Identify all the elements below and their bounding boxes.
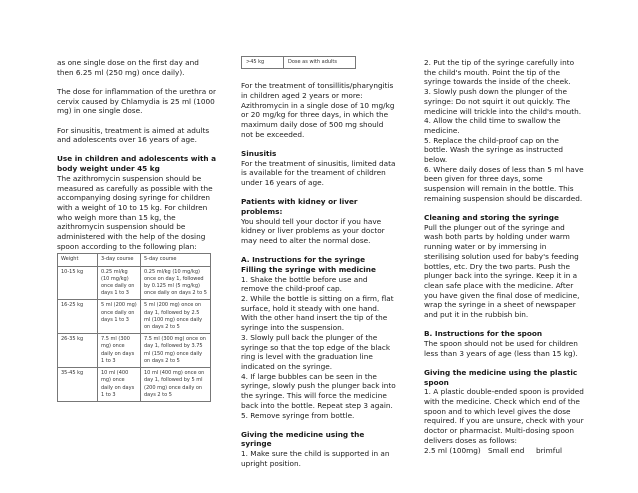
paragraph-giving-step-1: 1. Make sure the child is supported in an upright position. — [241, 449, 390, 468]
table-cell: 10 ml (400 mg) once daily on days 1 to 3 — [98, 368, 141, 402]
dose-amount: 2.5 ml (100mg) — [424, 445, 481, 455]
section-spoon-instructions — [424, 329, 584, 358]
section-giving-syringe — [241, 430, 397, 469]
heading-kidney-liver: Patients with kidney or liver problems: — [241, 197, 358, 216]
table-row — [58, 300, 211, 334]
section-kidney-liver — [241, 197, 397, 246]
heading-sinusitis: Sinusitis — [241, 148, 277, 158]
table-cell: 7.5 ml (300 mg) once on day 1, followed by 3.75 ml (150 mg) once daily on days 2 to 5 — [141, 334, 211, 368]
table-cell: 5 ml (200 mg) once daily on days 1 to 3 — [98, 300, 141, 334]
table-cell: 5 ml (200 mg) once on day 1, followed by 2.5 ml (100 mg) once daily on days 2 to 5 — [141, 300, 211, 334]
paragraph-chlamydia-dose: The dose for inflammation of the urethra or cervix caused by Chlamydia is 25 ml (1000 mg) in one single dose. — [57, 86, 216, 116]
paragraph-children-dosing: The azithromycin suspension should be measured as carefully as possible with the accompanying dosing syringe for children with a weight of 10 to 15 kg. For children who weigh more than 15 kg, the azithromycin suspension should be administered with the help of the dosing spoon according to the following plan: — [57, 173, 213, 251]
table-cell: 26-35 kg — [58, 334, 98, 368]
heading-giving-spoon: Giving the medicine using the plastic spoon — [424, 367, 578, 387]
heading-children-under-45kg: Use in children and adolescents with a body weight under 45 kg — [57, 154, 217, 174]
dosing-table — [57, 253, 211, 401]
paragraph-giving-spoon: 1. A plastic double-ended spoon is provided with the medicine. Check which end of the spoon and to which level gives the dose required. If you are unsure, check with your doctor or pharmacist. Multi-dosing spoon delivers doses as follows: — [424, 387, 584, 445]
table-row — [58, 266, 211, 300]
column-1 — [57, 58, 217, 402]
heading-filling-syringe: Filling the syringe with medicine — [241, 264, 376, 274]
table-cell: 10 ml (400 mg) once on day 1, followed by 5 ml (200 mg) once daily on days 2 to 5 — [141, 368, 211, 402]
table-cell: 35-45 kg — [58, 368, 98, 402]
paragraph-filling-steps: 1. Shake the bottle before use and remove the child-proof cap. 2. While the bottle is sitting on a firm, flat surface, hold it steady with one hand. With the other hand insert the tip of the syringe into the suspension. 3. Slowly pull back the plunger of the syringe so that the top edge of the black ring is level with the graduation line indicated on the syringe. 4. If large bubbles can be seen in the syringe, slowly push the plunger back into the syringe. This will force the medicine back into the bottle. Repeat step 3 again. 5. Remove syringe from bottle. — [241, 274, 396, 420]
section-giving-spoon — [424, 368, 584, 455]
paragraph-sinusitis-children: For the treatment of sinusitis, limited data is available for the treament of children under 16 years of age. — [241, 158, 396, 188]
paragraph-cleaning: Pull the plunger out of the syringe and wash both parts by holding under warm running water or by immersing in sterilising solution used for baby's feeding bottles, etc. Dry the two parts. Push the plunger back into the syringe. Keep it in a clean safe place with the medicine. After you have given the final dose of medicine, wrap the syringe in a sheet of newspaper and put it in the rubbish bin. — [424, 222, 580, 320]
table-row — [58, 368, 211, 402]
heading-cleaning-storing: Cleaning and storing the syringe — [424, 213, 559, 223]
section-children — [57, 154, 217, 251]
section-sinusitis — [241, 149, 397, 188]
heading-spoon-instructions: B. Instructions for the spoon — [424, 329, 543, 339]
table-cell: 16-25 kg — [58, 300, 98, 334]
paragraph-sinusitis-adults: For sinusitis, treatment is aimed at adults and adolescents over 16 years of age. — [57, 125, 210, 145]
table-cell: 10-15 kg — [58, 266, 98, 300]
paragraph-spoon-age: The spoon should not be used for children less than 3 years of age (less than 15 kg). — [424, 338, 578, 358]
table-cell: 0.25 ml/kg (10 mg/kg) once on day 1, followed by 0.125 ml (5 mg/kg) once daily on days 2 to 5 — [141, 266, 211, 300]
column-2 — [241, 58, 397, 469]
dose-row — [424, 446, 584, 456]
dose-spoon-end: Small end — [488, 445, 525, 455]
heading-giving-syringe: Giving the medicine using the syringe — [241, 429, 365, 449]
paragraph-first-day-dose: as one single dose on the first day and then 6.25 ml (250 mg) once daily). — [57, 58, 199, 77]
table-header-weight: Weight — [58, 254, 98, 266]
heading-syringe-instructions: A. Instructions for the syringe — [241, 255, 366, 265]
table-cell: 7.5 ml (300 mg) once daily on days 1 to 3 — [98, 334, 141, 368]
section-cleaning — [424, 213, 584, 320]
adult-weight-table — [241, 56, 356, 69]
table-row — [58, 334, 211, 368]
table-cell: 0.25 ml/kg (10 mg/kg) once daily on days 1 to 3 — [98, 266, 141, 300]
paragraph-tonsillitis: For the treatment of tonsillitis/pharyngitis in children aged 2 years or more: Azithromycin in a single dose of 10 mg/kg or 20 mg/kg for three days, in which the maximum daily dose of 500 mg should not be exceeded. — [241, 81, 395, 139]
paragraph-kidney-liver: You should tell your doctor if you have kidney or liver problems as your doctor may need to alter the normal dose. — [241, 216, 385, 246]
dose-level: brimful — [536, 445, 562, 455]
table-header-row — [58, 254, 211, 266]
column-3 — [424, 58, 584, 455]
table-row — [242, 57, 356, 69]
paragraph-giving-steps: 2. Put the tip of the syringe carefully into the child's mouth. Point the tip of the syringe towards the inside of the cheek. 3. Slowly push down the plunger of the syringe: Do not squirt it out quickly. The medicine will trickle into the child's mouth. 4. Allow the child time to swallow the medicine. 5. Replace the child-proof cap on the bottle. Wash the syringe as instructed below. 6. Where daily doses of less than 5 ml have been given for three days, some suspension will remain in the bottle. This remaining suspension should be discarded. — [424, 58, 584, 203]
table-header-5day: 5-day course — [141, 254, 211, 266]
table-cell-weight: >45 kg — [242, 57, 284, 69]
table-header-3day: 3-day course — [98, 254, 141, 266]
section-syringe-instructions — [241, 255, 397, 420]
table-cell-dose: Dose as with adults — [284, 57, 356, 69]
